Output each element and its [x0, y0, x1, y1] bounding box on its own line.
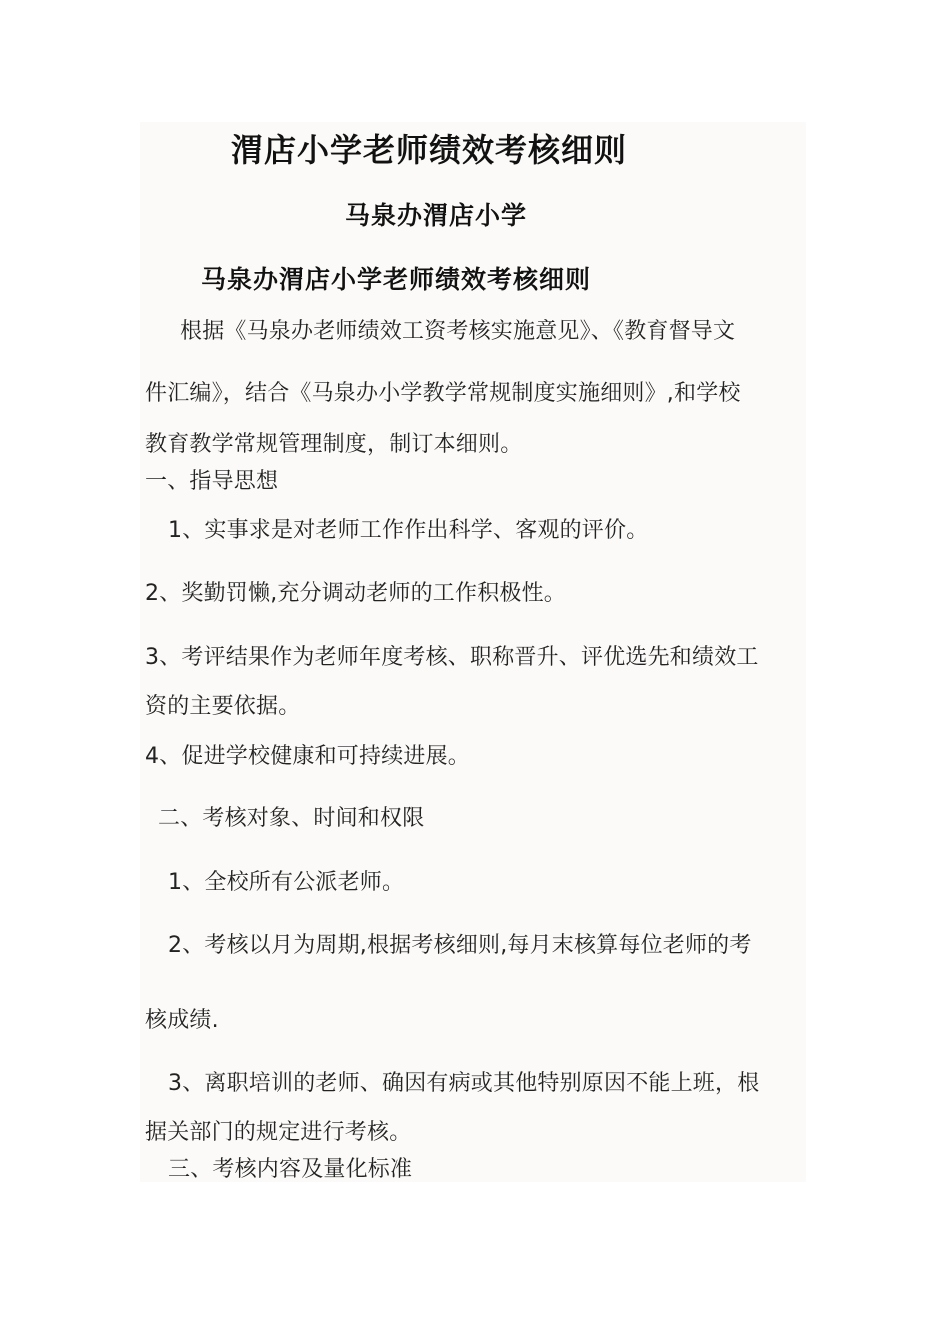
document-subtitle: 马泉办渭店小学老师绩效考核细则	[201, 265, 592, 294]
section-1-item-3: 3、考评结果作为老师年度考核、职称晋升、评优选先和绩效工	[145, 645, 759, 670]
section-3-heading: 三、考核内容及量化标准	[168, 1157, 413, 1182]
section-1-item-3-cont: 资的主要依据。	[145, 694, 301, 719]
document-title: 渭店小学老师绩效考核细则	[231, 131, 628, 169]
section-2-item-1: 1、全校所有公派老师。	[168, 870, 405, 895]
section-1-item-4: 4、促进学校健康和可持续进展。	[145, 744, 470, 769]
section-2-item-3-cont: 据关部门的规定进行考核。	[145, 1120, 412, 1145]
school-name: 马泉办渭店小学	[345, 201, 528, 230]
intro-line-1: 根据《马泉办老师绩效工资考核实施意见》、《教育督导文	[180, 319, 736, 344]
section-2-item-3: 3、离职培训的老师、确因有病或其他特别原因不能上班，根	[168, 1071, 760, 1096]
section-1-item-2: 2、奖勤罚懒,充分调动老师的工作积极性。	[145, 581, 566, 606]
section-1-heading: 一、指导思想	[145, 469, 279, 494]
intro-line-3: 教育教学常规管理制度，制订本细则。	[145, 432, 523, 457]
section-1-item-1: 1、实事求是对老师工作作出科学、客观的评价。	[168, 518, 649, 543]
section-2-heading: 二、考核对象、时间和权限	[158, 806, 425, 831]
section-2-item-2: 2、考核以月为周期,根据考核细则,每月末核算每位老师的考	[168, 933, 752, 958]
intro-line-2: 件汇编》，结合《马泉办小学教学常规制度实施细则》,和学校	[145, 381, 741, 406]
section-2-item-2-cont: 核成绩.	[145, 1008, 219, 1033]
